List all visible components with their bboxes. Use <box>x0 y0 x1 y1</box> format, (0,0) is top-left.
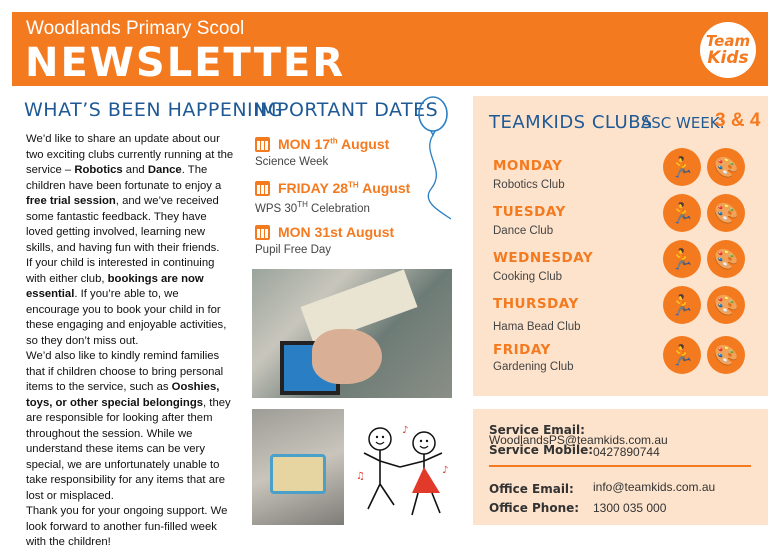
running-icon: 🏃 <box>663 194 701 232</box>
running-icon: 🏃 <box>663 286 701 324</box>
newsletter-title: NEWSLETTER <box>25 40 346 86</box>
date-item-3: MON 31st August Pupil Free Day <box>255 224 395 256</box>
office-email-link[interactable]: info@teamkids.com.au <box>593 480 716 494</box>
running-icon: 🏃 <box>663 148 701 186</box>
palette-icon: 🎨 <box>707 286 745 324</box>
service-mobile-link[interactable]: 0427890744 <box>593 445 660 459</box>
contact-divider <box>489 465 751 467</box>
date-item-2: FRIDAY 28TH August WPS 30TH Celebration <box>255 180 411 215</box>
club-wednesday: WEDNESDAY Cooking Club <box>493 250 594 283</box>
club-icons-row <box>663 194 745 232</box>
palette-icon: 🎨 <box>707 240 745 278</box>
logo-text-line2: Kids <box>707 48 749 68</box>
club-monday: MONDAY Robotics Club <box>493 158 565 191</box>
office-email-row: Office Email: info@teamkids.com.au <box>489 480 716 496</box>
clubs-heading: TEAMKIDS CLUBS <box>489 112 653 133</box>
calendar-icon <box>255 225 270 240</box>
running-icon: 🏃 <box>663 336 701 374</box>
office-phone-link[interactable]: 1300 035 000 <box>593 501 667 515</box>
palette-icon: 🎨 <box>707 194 745 232</box>
club-thursday: THURSDAY Hama Bead Club <box>493 296 581 333</box>
header-banner <box>12 12 768 86</box>
club-tuesday: TUESDAY Dance Club <box>493 204 566 237</box>
svg-text:♪: ♪ <box>442 465 449 476</box>
service-mobile-row: Service Mobile:0427890744 <box>489 443 660 459</box>
balloon-icon <box>411 94 457 224</box>
club-icons-row <box>663 336 745 374</box>
happening-body <box>26 132 234 551</box>
svg-text:♪: ♪ <box>402 425 409 436</box>
happening-paragraph-3: We’d also like to kindly remind families that if children choose to bring personal items to the service, such as Ooshies, toys, or other special belongings, they are responsible for looking after them throughout the session. While we understand these items can be very special, we are unfortunately unable to take responsibility for any items that are lost or misplaced. <box>26 350 231 502</box>
clubs-panel <box>473 96 768 396</box>
club-icons-row <box>663 148 745 186</box>
contact-panel <box>473 409 768 525</box>
svg-text:♫: ♫ <box>356 471 365 482</box>
service-email-link[interactable]: WoodlandsPS@teamkids.com.au <box>489 433 668 447</box>
club-icons-row <box>663 286 745 324</box>
teamkids-logo <box>700 22 756 78</box>
dates-heading: IMPORTANT DATES <box>254 99 439 121</box>
palette-icon: 🎨 <box>707 148 745 186</box>
service-email-row: Service Email:WoodlandsPS@teamkids.com.au <box>489 423 668 447</box>
asc-week-label: ASC WEEK: <box>641 114 725 132</box>
happening-paragraph-4: Thank you for your ongoing support. We look forward to another fun-filled week with the children! <box>26 505 228 548</box>
happening-heading: WHAT’S BEEN HAPPENING <box>24 99 284 121</box>
school-name: Woodlands Primary Scool <box>26 18 245 39</box>
calendar-icon <box>255 137 270 152</box>
asc-week-value: 3 & 4 <box>715 110 761 131</box>
office-phone-row: Office Phone: 1300 035 000 <box>489 501 667 515</box>
robot-photo <box>252 409 344 525</box>
club-friday: FRIDAY Gardening Club <box>493 342 574 373</box>
happening-paragraph-1: We’d like to share an update about our two exciting clubs currently running at the service – Robotics and Dance. The children have been fortunate to enjoy a free trial session, and we’ve received some fantastic feedback. They have loved getting involved, learning new skills, and having fun with their friends. <box>26 133 234 254</box>
happening-paragraph-2: If your child is interested in continuing with either club, bookings are now essential. If you’re able to, we encourage you to book your child in for these engaging and enjoyable activities, so they don’t miss out. <box>26 257 227 347</box>
club-icons-row <box>663 240 745 278</box>
date-item-1: MON 17th August Science Week <box>255 136 390 168</box>
calendar-icon <box>255 181 270 196</box>
palette-icon: 🎨 <box>707 336 745 374</box>
logo-text-line1: Team <box>705 32 751 50</box>
dancing-figures-illustration <box>350 409 455 525</box>
running-icon: 🏃 <box>663 240 701 278</box>
robotics-photo <box>252 269 452 398</box>
